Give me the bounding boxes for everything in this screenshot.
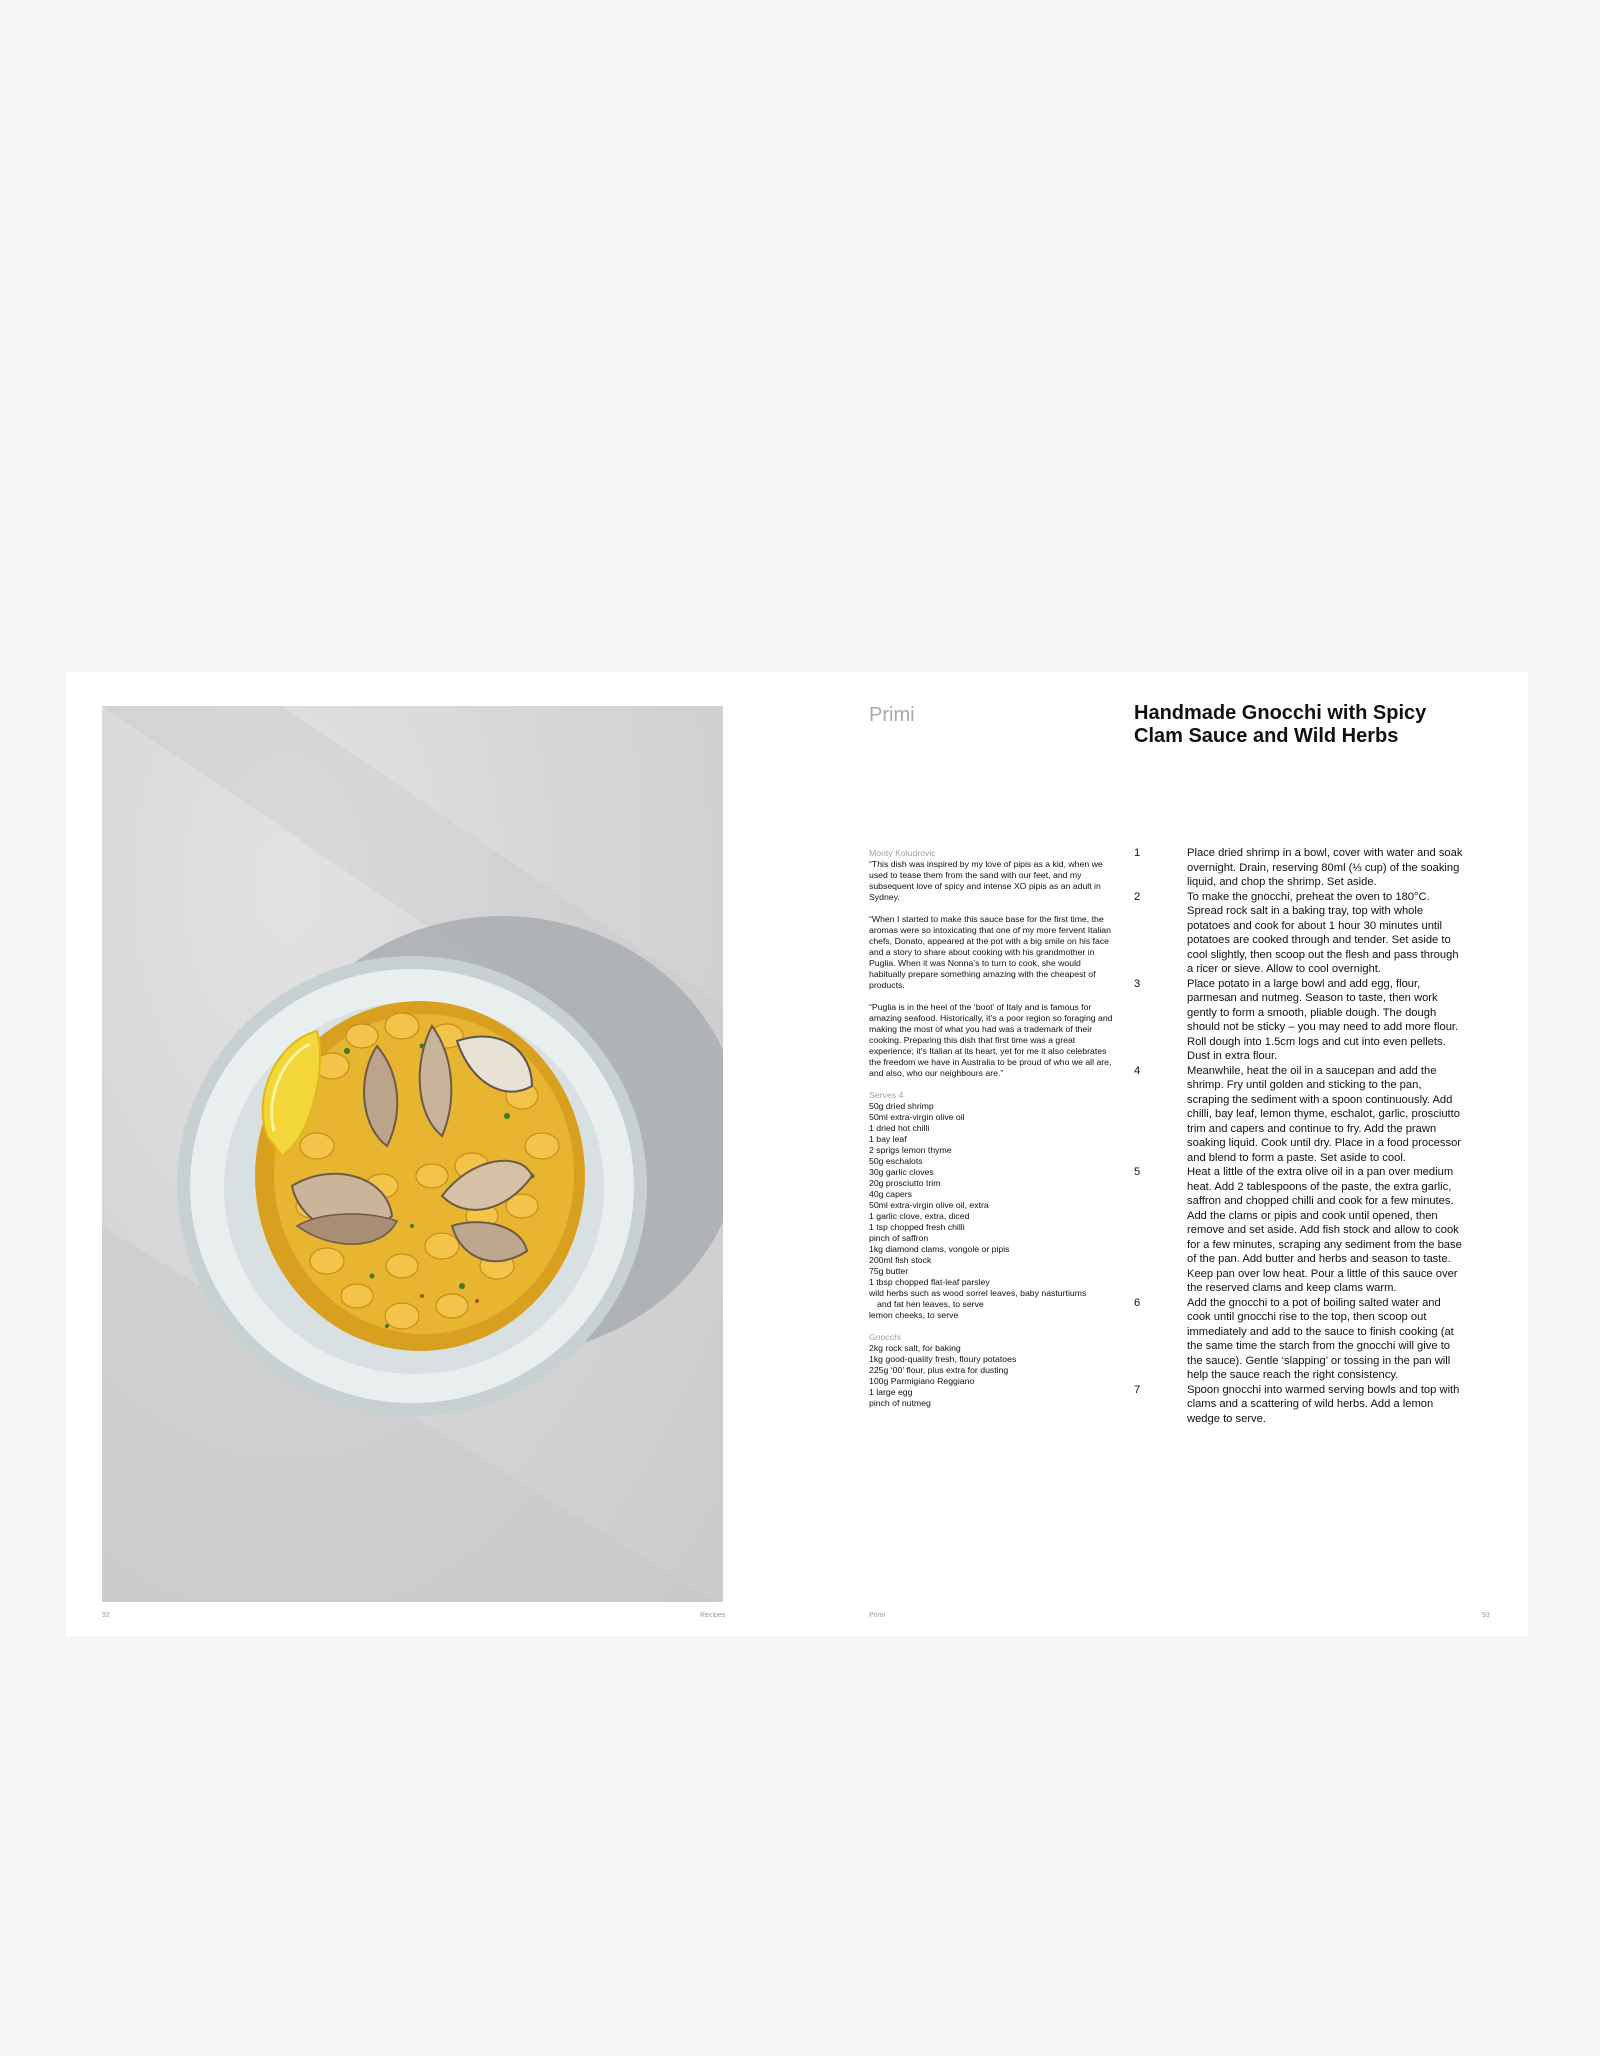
ingredient-item: 2 sprigs lemon thyme — [869, 1145, 952, 1155]
step-number: 4 — [1134, 1064, 1141, 1077]
recipe-title-line-2: Clam Sauce and Wild Herbs — [1134, 725, 1399, 747]
section-heading: Primi — [869, 704, 915, 726]
ingredient-list — [869, 1101, 1119, 1321]
ingredient-item: lemon cheeks, to serve — [869, 1310, 959, 1320]
recipe-title — [1134, 702, 1494, 748]
method-step — [1134, 846, 1464, 890]
ingredient-item: 1kg good-quality fresh, floury potatoes — [869, 1354, 1017, 1364]
ingredient-item: 1 tsp chopped fresh chilli — [869, 1222, 965, 1232]
gnocchi-label: Gnocchi — [869, 1332, 901, 1342]
method-step — [1134, 890, 1464, 977]
step-text: To make the gnocchi, preheat the oven to 180°C. Spread rock salt in a baking tray, top with whole potatoes and cook for about 1 hour 30 minutes until potatoes are cooked through and tender. Set aside to cool slightly, then scoop out the flesh and pass through a ricer or sieve. Allow to cool overnight. — [1187, 890, 1459, 975]
folio-page-number-right: 93 — [1482, 1612, 1490, 1619]
ingredient-item: 30g garlic cloves — [869, 1167, 934, 1177]
step-number: 2 — [1134, 890, 1141, 903]
recipe-sidebar — [869, 848, 1119, 1420]
step-number: 6 — [1134, 1296, 1141, 1309]
folio-page-number-left: 92 — [102, 1612, 110, 1619]
ingredient-item: 1 bay leaf — [869, 1134, 907, 1144]
intro-paragraph: “When I started to make this sauce base for the first time, the aromas were so intoxicating that one of my more fervent Italian chefs, Donato, appeared at the pot with a big smile on his face and a story to share about cooking with his grandmother in Puglia. When it was Nonna’s to turn to cook, she would habitually prepare something amazing with the cheapest of products. — [869, 914, 1111, 990]
ingredient-item: pinch of saffron — [869, 1233, 929, 1243]
method-step — [1134, 1165, 1464, 1296]
ingredient-item: 1 dried hot chilli — [869, 1123, 930, 1133]
ingredient-item: 75g butter — [869, 1266, 909, 1276]
method-step — [1134, 1296, 1464, 1383]
step-text: Add the gnocchi to a pot of boiling salted water and cook until gnocchi rise to the top, then scoop out immediately and add to the sauce to finish cooking (at the same time the starch from the gnocchi will give to the sauce). Gentle ‘slapping’ or tossing in the pan will help the sauce reach the right consistency. — [1187, 1296, 1454, 1381]
method-step — [1134, 977, 1464, 1064]
step-text: Meanwhile, heat the oil in a saucepan and add the shrimp. Fry until golden and sticking to the pan, scraping the sediment with a spoon continuously. Add chilli, bay leaf, lemon thyme, eschalot, garlic, prosciutto trim and capers and continue to fry. Add the prawn soaking liquid. Cook until dry. Place in a food processor and blend to form a paste. Set aside to cool. — [1187, 1064, 1462, 1164]
intro-paragraph: “Puglia is in the heel of the ‘boot’ of Italy and is famous for amazing seafood. Historically, it’s a poor region so foraging and making the most of what you had was a trademark of their cooking. Preparing this dish that first time was a great experience; it’s Italian at its heart, yet for me it also celebrates the freedom we have in Australia to be proud of who we all are, and also, who our neighbours are.” — [869, 1002, 1113, 1078]
ingredient-item: 50ml extra-virgin olive oil — [869, 1112, 965, 1122]
serves-label: Serves 4 — [869, 1090, 904, 1100]
step-number: 5 — [1134, 1166, 1141, 1178]
ingredient-item: 50g eschalots — [869, 1156, 923, 1166]
ingredient-item: pinch of nutmeg — [869, 1398, 931, 1408]
ingredient-item: and fat hen leaves, to serve — [877, 1299, 984, 1309]
book-spread — [66, 672, 1528, 1636]
author-name: Monty Koludrovic — [869, 848, 936, 858]
step-text: Place potato in a large bowl and add egg, flour, parmesan and nutmeg. Season to taste, then work gently to form a smooth, pliable dough. The dough should not be sticky – you may need to add more flour. Roll dough into 1.5cm logs and cut into even pellets. Dust in extra flour. — [1187, 977, 1459, 1062]
ingredient-item: 200ml fish stock — [869, 1255, 932, 1265]
ingredient-item: 50ml extra-virgin olive oil, extra — [869, 1200, 989, 1210]
ingredient-item: 1 tbsp chopped flat-leaf parsley — [869, 1277, 990, 1287]
recipe-title-line-1: Handmade Gnocchi with Spicy — [1134, 702, 1427, 724]
ingredient-item: 1kg diamond clams, vongole or pipis — [869, 1244, 1010, 1254]
step-text: Spoon gnocchi into warmed serving bowls and top with clams and a scattering of wild herbs. Add a lemon wedge to serve. — [1187, 1383, 1460, 1425]
ingredient-item: 1 large egg — [869, 1387, 913, 1397]
step-number: 3 — [1134, 977, 1141, 990]
dish-photo — [102, 706, 723, 1602]
step-number: 1 — [1134, 847, 1141, 859]
ingredient-item: 1 garlic clove, extra, diced — [869, 1211, 970, 1221]
ingredient-item: 40g capers — [869, 1189, 912, 1199]
gnocchi-bowl-illustration — [102, 706, 723, 1602]
method-step — [1134, 1064, 1464, 1166]
ingredient-item: 20g prosciutto trim — [869, 1178, 941, 1188]
ingredient-item: 50g dried shrimp — [869, 1101, 934, 1111]
step-text: Heat a little of the extra olive oil in a pan over medium heat. Add 2 tablespoons of the paste, the extra garlic, saffron and chopped chilli and cook for a few minutes. Add the clams or pipis and cook until opened, then remove and set aside. Add fish stock and allow to cook for a few minutes, scraping any sediment from the base of the pan. Add butter and herbs and season to taste. Keep pan over low heat. Pour a little of this sauce over the reserved clams and keep clams warm. — [1187, 1166, 1462, 1294]
method-steps — [1134, 846, 1464, 1426]
ingredient-item: 225g ‘00’ flour, plus extra for dusting — [869, 1365, 1009, 1375]
step-number: 7 — [1134, 1383, 1141, 1396]
method-step — [1134, 1383, 1464, 1427]
folio-running-head-left: Recipes — [700, 1612, 726, 1619]
intro-paragraph: “This dish was inspired by my love of pipis as a kid, when we used to tease them from the sand with our feet, and my subsequent love of spicy and intense XO pipis as an adult in Sydney. — [869, 859, 1103, 902]
gnocchi-ingredient-list — [869, 1343, 1119, 1409]
ingredient-item: 2kg rock salt, for baking — [869, 1343, 961, 1353]
folio-running-head-right: Primi — [869, 1612, 885, 1619]
ingredient-item: 100g Parmigiano Reggiano — [869, 1376, 975, 1386]
step-text: Place dried shrimp in a bowl, cover with water and soak overnight. Drain, reserving 80ml (⅓ cup) of the soaking liquid, and chop the shrimp. Set aside. — [1187, 847, 1463, 888]
ingredient-item: wild herbs such as wood sorrel leaves, baby nasturtiums — [869, 1288, 1087, 1298]
